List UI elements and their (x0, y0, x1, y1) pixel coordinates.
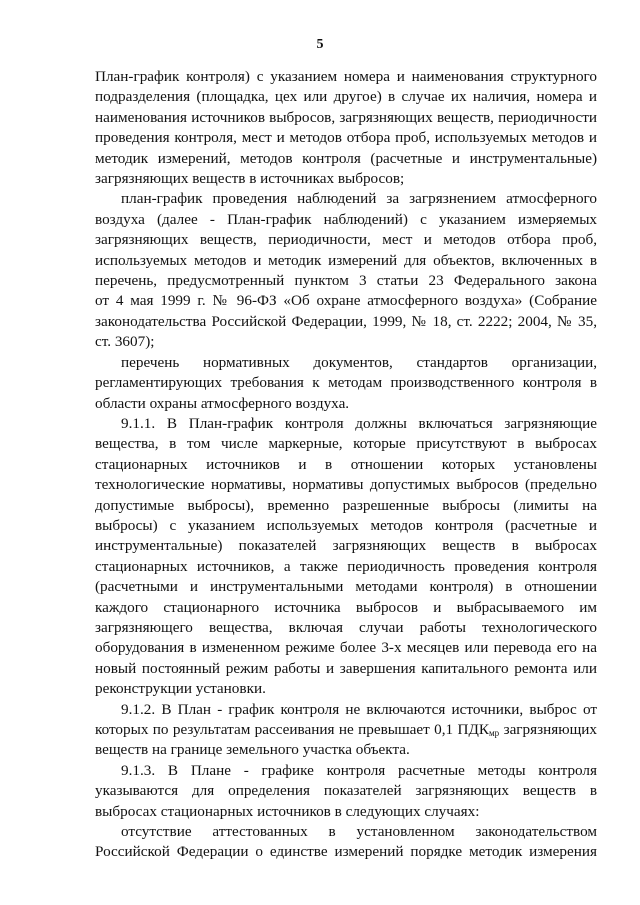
paragraph-line: реконструкции установки. (95, 680, 266, 698)
paragraph-line: методик измерений, методов контроля (расчетные и инструментальные) (95, 149, 597, 167)
paragraph-line: перечень, предусмотренный пунктом 3 статьи 23 Федерального закона (95, 272, 597, 290)
paragraph-line: наименования источников выбросов, загрязняющих веществ, периодичности (95, 108, 597, 126)
paragraph-line: загрязняющего вещества, включая случаи работы технологического (95, 618, 597, 636)
paragraph-line: выбросах стационарных источников в следующих случаях: (95, 802, 480, 820)
paragraph-line: законодательства Российской Федерации, 1999, № 18, ст. 2222; 2004, № 35, (95, 312, 597, 330)
paragraph-line: перечень нормативных документов, стандартов организации, (121, 353, 597, 371)
paragraph-line: выбросы) с указанием используемых методов контроля (расчетные и (95, 516, 597, 534)
paragraph-line: отсутствие аттестованных в установленном законодательством (121, 823, 597, 841)
paragraph (95, 414, 597, 700)
paragraph-line: загрязняющих веществ, периодичности, мест и методов отбора проб, (95, 231, 597, 249)
paragraph-line: план-график проведения наблюдений за загрязнением атмосферного (121, 190, 597, 208)
subscript: мр (488, 728, 500, 738)
paragraph (95, 822, 597, 863)
paragraph (95, 67, 597, 189)
paragraph-line: от 4 мая 1999 г. № 96-ФЗ «Об охране атмосферного воздуха» (Собрание (95, 292, 597, 310)
paragraph-line: указываются для определения показателей загрязняющих веществ в (95, 782, 597, 800)
paragraph-line: области охраны атмосферного воздуха. (95, 394, 350, 412)
paragraph (95, 353, 597, 414)
paragraph-line: стационарных источников, а также периодичность проведения контроля (95, 557, 597, 575)
paragraph-line: допустимые выбросы), временно разрешенные выбросы (лимиты на (95, 496, 597, 514)
paragraph-line: 9.1.2. В План - график контроля не включаются источники, выброс от (121, 700, 597, 718)
paragraph (95, 761, 597, 822)
paragraph (95, 700, 597, 761)
paragraph-line: вещества, в том числе маркерные, которые присутствуют в выбросах (95, 435, 597, 453)
paragraph-line: стационарных источников и в отношении которых установлены (95, 455, 597, 473)
paragraph-line: Российской Федерации о единстве измерений порядке методик измерения (95, 843, 597, 861)
paragraph-line: План-график контроля) с указанием номера и наименования структурного (95, 68, 597, 85)
paragraph-line: оборудования в измененном режиме более 3-х месяцев или перевода его на (95, 639, 597, 657)
paragraph-line: подразделения (площадка, цех или другое) в случае их наличия, номера и (95, 88, 597, 106)
paragraph-line: ст. 3607); (95, 333, 155, 351)
paragraph-line: новый постоянный режим работы и завершения капитального ремонта или (95, 659, 597, 677)
paragraph-line: инструментальные) показателей загрязняющих веществ в выбросах (95, 537, 597, 555)
paragraph-line: используемых методов и методик измерений для объектов, включенных в (95, 251, 597, 269)
paragraph-line: которых по результатам рассеивания не превышает 0,1 $ПДК_{мр}$ загрязняющих (95, 721, 597, 738)
page-number: 5 (316, 37, 324, 52)
paragraph-line: каждого стационарного источника выбросов и выбрасываемого им (95, 598, 597, 616)
subscript-trailing-text: загрязняющих (499, 721, 597, 738)
paragraph (95, 189, 597, 352)
paragraph-line: загрязняющих веществ в источниках выбросов; (95, 170, 405, 188)
paragraph-line: воздуха (далее - План-график наблюдений) с указанием измеряемых (95, 210, 597, 228)
paragraph-line: 9.1.1. В План-график контроля должны включаться загрязняющие (121, 414, 597, 432)
paragraph-line: технологические нормативы, нормативы допустимых выбросов (предельно (95, 476, 597, 494)
paragraph-line: (расчетными и инструментальными методами контроля) в отношении (95, 578, 597, 596)
paragraph-line: 9.1.3. В Плане - графике контроля расчетные методы контроля (121, 761, 597, 779)
paragraph-line: веществ на границе земельного участка объекта. (95, 741, 410, 759)
paragraph-line: регламентирующих требования к методам производственного контроля в (95, 374, 597, 392)
document-body (95, 67, 597, 863)
paragraph-line: проведения контроля, мест и методов отбора проб, используемых методов и (95, 129, 597, 147)
